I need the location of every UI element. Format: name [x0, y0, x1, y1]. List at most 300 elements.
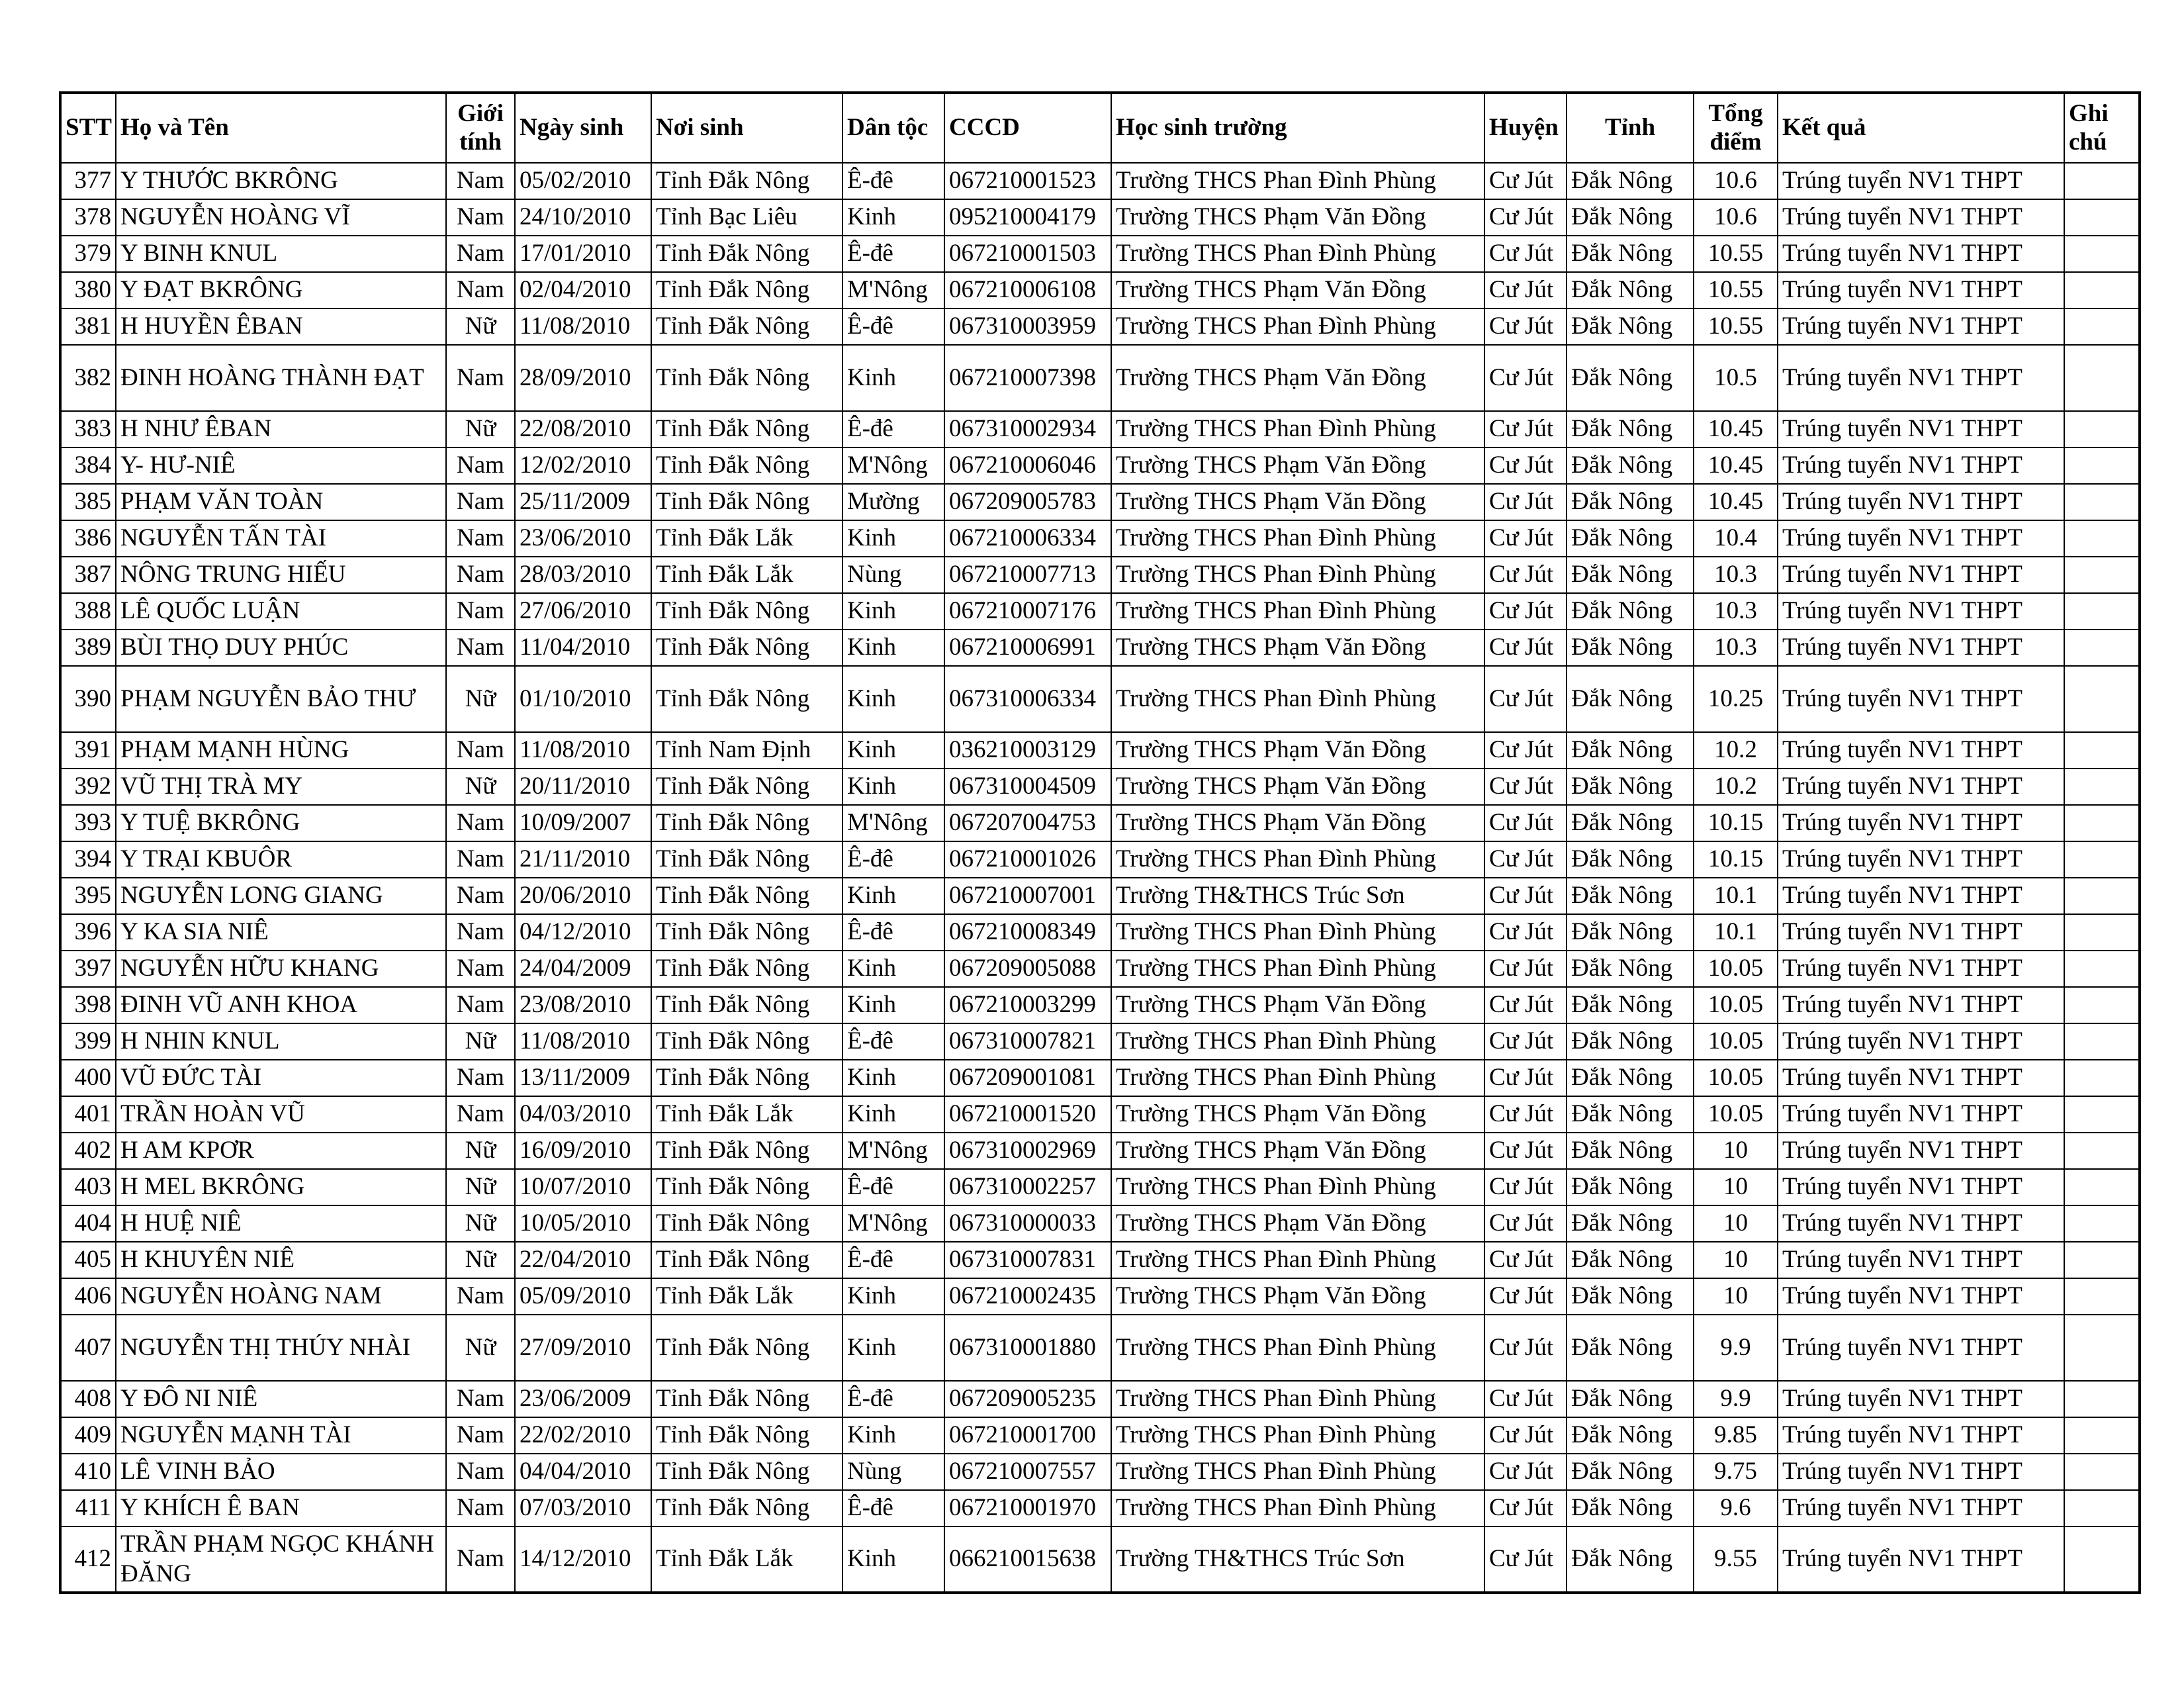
cell-cccd: 067207004753	[944, 805, 1111, 841]
cell-province: Đắk Nông	[1567, 1417, 1694, 1454]
cell-birthplace: Tỉnh Đắk Nông	[651, 1315, 842, 1381]
cell-province: Đắk Nông	[1567, 914, 1694, 951]
cell-total: 10.2	[1694, 769, 1778, 805]
cell-total: 10.45	[1694, 447, 1778, 484]
cell-note	[2064, 732, 2140, 769]
cell-dob: 11/04/2010	[515, 630, 651, 666]
cell-note	[2064, 1096, 2140, 1133]
cell-district: Cư Jút	[1484, 484, 1567, 520]
cell-birthplace: Tỉnh Đắk Nông	[651, 841, 842, 878]
header-ethnicity: Dân tộc	[842, 93, 944, 163]
cell-name: Y THƯỚC BKRÔNG	[116, 163, 446, 199]
cell-cccd: 067210008349	[944, 914, 1111, 951]
cell-school: Trường THCS Phan Đình Phùng	[1111, 520, 1484, 557]
cell-district: Cư Jút	[1484, 1096, 1567, 1133]
cell-name: VŨ THỊ TRÀ MY	[116, 769, 446, 805]
cell-result: Trúng tuyển NV1 THPT	[1778, 236, 2064, 272]
cell-dob: 20/06/2010	[515, 878, 651, 914]
cell-dob: 11/08/2010	[515, 732, 651, 769]
header-dob: Ngày sinh	[515, 93, 651, 163]
cell-name: Y KA SIA NIÊ	[116, 914, 446, 951]
cell-cccd: 067210007001	[944, 878, 1111, 914]
cell-district: Cư Jút	[1484, 1490, 1567, 1526]
table-row	[60, 1417, 2140, 1454]
cell-note	[2064, 411, 2140, 447]
cell-ethnicity: Kinh	[842, 1096, 944, 1133]
results-table	[59, 91, 2141, 1594]
table-row	[60, 666, 2140, 732]
cell-school: Trường THCS Phạm Văn Đồng	[1111, 805, 1484, 841]
cell-gender: Nữ	[446, 1133, 515, 1169]
cell-birthplace: Tỉnh Đắk Nông	[651, 1490, 842, 1526]
cell-stt: 392	[60, 769, 116, 805]
cell-gender: Nam	[446, 1526, 515, 1593]
cell-note	[2064, 1242, 2140, 1278]
cell-gender: Nữ	[446, 1023, 515, 1060]
cell-result: Trúng tuyển NV1 THPT	[1778, 1526, 2064, 1593]
cell-cccd: 067210006046	[944, 447, 1111, 484]
cell-birthplace: Tỉnh Bạc Liêu	[651, 199, 842, 236]
cell-district: Cư Jút	[1484, 878, 1567, 914]
cell-cccd: 066210015638	[944, 1526, 1111, 1593]
cell-name: Y TRẠI KBUÔR	[116, 841, 446, 878]
cell-cccd: 067210007398	[944, 345, 1111, 411]
cell-cccd: 067310007831	[944, 1242, 1111, 1278]
cell-total: 10.6	[1694, 199, 1778, 236]
cell-province: Đắk Nông	[1567, 236, 1694, 272]
cell-stt: 408	[60, 1381, 116, 1417]
cell-total: 9.6	[1694, 1490, 1778, 1526]
cell-name: PHẠM MẠNH HÙNG	[116, 732, 446, 769]
cell-stt: 402	[60, 1133, 116, 1169]
cell-gender: Nam	[446, 805, 515, 841]
cell-cccd: 067310002969	[944, 1133, 1111, 1169]
cell-ethnicity: Ê-đê	[842, 1490, 944, 1526]
cell-district: Cư Jút	[1484, 308, 1567, 345]
cell-birthplace: Tỉnh Đắk Nông	[651, 447, 842, 484]
cell-result: Trúng tuyển NV1 THPT	[1778, 199, 2064, 236]
cell-total: 10.55	[1694, 236, 1778, 272]
cell-birthplace: Tỉnh Đắk Nông	[651, 1242, 842, 1278]
cell-birthplace: Tỉnh Đắk Nông	[651, 272, 842, 308]
cell-ethnicity: Ê-đê	[842, 1023, 944, 1060]
cell-name: NGUYỄN LONG GIANG	[116, 878, 446, 914]
cell-birthplace: Tỉnh Đắk Nông	[651, 987, 842, 1023]
cell-stt: 404	[60, 1205, 116, 1242]
cell-cccd: 067310000033	[944, 1205, 1111, 1242]
cell-name: VŨ ĐỨC TÀI	[116, 1060, 446, 1096]
table-row	[60, 769, 2140, 805]
cell-cccd: 067210001503	[944, 236, 1111, 272]
cell-gender: Nam	[446, 557, 515, 593]
cell-school: Trường THCS Phan Đình Phùng	[1111, 841, 1484, 878]
cell-school: Trường THCS Phan Đình Phùng	[1111, 914, 1484, 951]
cell-province: Đắk Nông	[1567, 308, 1694, 345]
cell-birthplace: Tỉnh Đắk Nông	[651, 484, 842, 520]
cell-total: 10.05	[1694, 1096, 1778, 1133]
cell-total: 10.05	[1694, 1060, 1778, 1096]
cell-province: Đắk Nông	[1567, 1060, 1694, 1096]
cell-province: Đắk Nông	[1567, 841, 1694, 878]
cell-name: Y- HƯ-NIÊ	[116, 447, 446, 484]
cell-total: 9.85	[1694, 1417, 1778, 1454]
cell-cccd: 067209005235	[944, 1381, 1111, 1417]
cell-school: Trường THCS Phạm Văn Đồng	[1111, 630, 1484, 666]
cell-stt: 406	[60, 1278, 116, 1315]
cell-total: 10.55	[1694, 272, 1778, 308]
cell-school: Trường THCS Phạm Văn Đồng	[1111, 1205, 1484, 1242]
cell-district: Cư Jút	[1484, 1417, 1567, 1454]
cell-total: 10	[1694, 1205, 1778, 1242]
cell-result: Trúng tuyển NV1 THPT	[1778, 1242, 2064, 1278]
cell-cccd: 067210001970	[944, 1490, 1111, 1526]
cell-total: 10.05	[1694, 951, 1778, 987]
cell-total: 10.15	[1694, 841, 1778, 878]
cell-stt: 403	[60, 1169, 116, 1205]
cell-stt: 407	[60, 1315, 116, 1381]
cell-note	[2064, 236, 2140, 272]
cell-result: Trúng tuyển NV1 THPT	[1778, 1133, 2064, 1169]
cell-cccd: 067210007713	[944, 557, 1111, 593]
header-birthplace: Nơi sinh	[651, 93, 842, 163]
cell-gender: Nam	[446, 914, 515, 951]
cell-dob: 12/02/2010	[515, 447, 651, 484]
cell-result: Trúng tuyển NV1 THPT	[1778, 1205, 2064, 1242]
cell-stt: 393	[60, 805, 116, 841]
header-note: Ghi chú	[2064, 93, 2140, 163]
cell-name: ĐINH VŨ ANH KHOA	[116, 987, 446, 1023]
cell-gender: Nam	[446, 593, 515, 630]
cell-ethnicity: Ê-đê	[842, 914, 944, 951]
header-province: Tỉnh	[1567, 93, 1694, 163]
cell-stt: 411	[60, 1490, 116, 1526]
cell-result: Trúng tuyển NV1 THPT	[1778, 1417, 2064, 1454]
cell-birthplace: Tỉnh Nam Định	[651, 732, 842, 769]
cell-gender: Nam	[446, 447, 515, 484]
cell-name: Y ĐẠT BKRÔNG	[116, 272, 446, 308]
cell-dob: 10/07/2010	[515, 1169, 651, 1205]
cell-district: Cư Jút	[1484, 1315, 1567, 1381]
cell-total: 9.9	[1694, 1315, 1778, 1381]
cell-birthplace: Tỉnh Đắk Nông	[651, 1381, 842, 1417]
cell-stt: 389	[60, 630, 116, 666]
cell-ethnicity: M'Nông	[842, 272, 944, 308]
cell-gender: Nữ	[446, 769, 515, 805]
cell-dob: 23/08/2010	[515, 987, 651, 1023]
cell-cccd: 067210006991	[944, 630, 1111, 666]
cell-birthplace: Tỉnh Đắk Nông	[651, 163, 842, 199]
cell-note	[2064, 557, 2140, 593]
cell-dob: 10/09/2007	[515, 805, 651, 841]
cell-ethnicity: Ê-đê	[842, 236, 944, 272]
cell-stt: 395	[60, 878, 116, 914]
cell-birthplace: Tỉnh Đắk Nông	[651, 1133, 842, 1169]
cell-province: Đắk Nông	[1567, 1205, 1694, 1242]
cell-district: Cư Jút	[1484, 769, 1567, 805]
cell-ethnicity: Kinh	[842, 1060, 944, 1096]
table-row	[60, 1490, 2140, 1526]
cell-province: Đắk Nông	[1567, 769, 1694, 805]
table-row	[60, 1205, 2140, 1242]
cell-result: Trúng tuyển NV1 THPT	[1778, 878, 2064, 914]
cell-cccd: 067310006334	[944, 666, 1111, 732]
cell-province: Đắk Nông	[1567, 1023, 1694, 1060]
cell-result: Trúng tuyển NV1 THPT	[1778, 1023, 2064, 1060]
cell-total: 10	[1694, 1169, 1778, 1205]
cell-dob: 22/08/2010	[515, 411, 651, 447]
cell-cccd: 067210007176	[944, 593, 1111, 630]
cell-province: Đắk Nông	[1567, 557, 1694, 593]
cell-total: 10.3	[1694, 557, 1778, 593]
table-row	[60, 236, 2140, 272]
cell-ethnicity: Kinh	[842, 1526, 944, 1593]
cell-ethnicity: Ê-đê	[842, 411, 944, 447]
cell-name: NGUYỄN HOÀNG VĨ	[116, 199, 446, 236]
cell-gender: Nam	[446, 1490, 515, 1526]
cell-name: NGUYỄN HỮU KHANG	[116, 951, 446, 987]
cell-birthplace: Tỉnh Đắk Nông	[651, 1023, 842, 1060]
cell-name: Y ĐÔ NI NIÊ	[116, 1381, 446, 1417]
cell-school: Trường THCS Phạm Văn Đồng	[1111, 732, 1484, 769]
cell-total: 10	[1694, 1133, 1778, 1169]
cell-district: Cư Jút	[1484, 593, 1567, 630]
cell-gender: Nam	[446, 1381, 515, 1417]
cell-ethnicity: Ê-đê	[842, 1169, 944, 1205]
cell-dob: 04/04/2010	[515, 1454, 651, 1490]
cell-ethnicity: M'Nông	[842, 447, 944, 484]
cell-dob: 27/06/2010	[515, 593, 651, 630]
header-result: Kết quả	[1778, 93, 2064, 163]
cell-district: Cư Jút	[1484, 1133, 1567, 1169]
cell-ethnicity: Mường	[842, 484, 944, 520]
cell-province: Đắk Nông	[1567, 411, 1694, 447]
cell-district: Cư Jút	[1484, 951, 1567, 987]
table-row	[60, 1381, 2140, 1417]
cell-ethnicity: Kinh	[842, 987, 944, 1023]
cell-province: Đắk Nông	[1567, 447, 1694, 484]
cell-cccd: 067310004509	[944, 769, 1111, 805]
cell-province: Đắk Nông	[1567, 163, 1694, 199]
cell-name: Y BINH KNUL	[116, 236, 446, 272]
cell-ethnicity: Kinh	[842, 1417, 944, 1454]
cell-note	[2064, 447, 2140, 484]
cell-cccd: 067210002435	[944, 1278, 1111, 1315]
cell-school: Trường THCS Phan Đình Phùng	[1111, 1381, 1484, 1417]
cell-district: Cư Jút	[1484, 1060, 1567, 1096]
cell-province: Đắk Nông	[1567, 1381, 1694, 1417]
cell-name: LÊ QUỐC LUẬN	[116, 593, 446, 630]
cell-note	[2064, 1133, 2140, 1169]
cell-dob: 04/12/2010	[515, 914, 651, 951]
cell-name: ĐINH HOÀNG THÀNH ĐẠT	[116, 345, 446, 411]
cell-gender: Nam	[446, 199, 515, 236]
cell-total: 10.4	[1694, 520, 1778, 557]
cell-province: Đắk Nông	[1567, 805, 1694, 841]
cell-province: Đắk Nông	[1567, 345, 1694, 411]
cell-result: Trúng tuyển NV1 THPT	[1778, 630, 2064, 666]
cell-result: Trúng tuyển NV1 THPT	[1778, 272, 2064, 308]
cell-gender: Nam	[446, 272, 515, 308]
cell-district: Cư Jút	[1484, 805, 1567, 841]
cell-province: Đắk Nông	[1567, 1278, 1694, 1315]
cell-ethnicity: Kinh	[842, 666, 944, 732]
cell-dob: 10/05/2010	[515, 1205, 651, 1242]
table-row	[60, 1454, 2140, 1490]
cell-birthplace: Tỉnh Đắk Nông	[651, 411, 842, 447]
cell-ethnicity: Kinh	[842, 769, 944, 805]
cell-district: Cư Jút	[1484, 272, 1567, 308]
cell-school: Trường THCS Phạm Văn Đồng	[1111, 1133, 1484, 1169]
cell-result: Trúng tuyển NV1 THPT	[1778, 411, 2064, 447]
cell-result: Trúng tuyển NV1 THPT	[1778, 1315, 2064, 1381]
cell-dob: 24/04/2009	[515, 951, 651, 987]
cell-dob: 20/11/2010	[515, 769, 651, 805]
cell-cccd: 095210004179	[944, 199, 1111, 236]
cell-ethnicity: Kinh	[842, 345, 944, 411]
cell-dob: 24/10/2010	[515, 199, 651, 236]
cell-district: Cư Jút	[1484, 1169, 1567, 1205]
cell-ethnicity: Kinh	[842, 1315, 944, 1381]
table-row	[60, 447, 2140, 484]
cell-district: Cư Jút	[1484, 1023, 1567, 1060]
cell-dob: 01/10/2010	[515, 666, 651, 732]
cell-birthplace: Tỉnh Đắk Nông	[651, 1454, 842, 1490]
cell-district: Cư Jút	[1484, 199, 1567, 236]
cell-birthplace: Tỉnh Đắk Nông	[651, 878, 842, 914]
table-row	[60, 1023, 2140, 1060]
cell-dob: 25/11/2009	[515, 484, 651, 520]
cell-result: Trúng tuyển NV1 THPT	[1778, 308, 2064, 345]
table-row	[60, 1526, 2140, 1593]
cell-school: Trường THCS Phạm Văn Đồng	[1111, 769, 1484, 805]
cell-cccd: 067310001880	[944, 1315, 1111, 1381]
cell-school: Trường THCS Phạm Văn Đồng	[1111, 987, 1484, 1023]
cell-gender: Nam	[446, 236, 515, 272]
header-gender: Giới tính	[446, 93, 515, 163]
cell-school: Trường THCS Phạm Văn Đồng	[1111, 1278, 1484, 1315]
table-row	[60, 557, 2140, 593]
cell-birthplace: Tỉnh Đắk Nông	[651, 666, 842, 732]
cell-gender: Nữ	[446, 411, 515, 447]
cell-total: 10.1	[1694, 878, 1778, 914]
cell-district: Cư Jút	[1484, 1205, 1567, 1242]
cell-ethnicity: Kinh	[842, 878, 944, 914]
cell-name: TRẦN PHẠM NGỌC KHÁNH ĐĂNG	[116, 1526, 446, 1593]
cell-result: Trúng tuyển NV1 THPT	[1778, 987, 2064, 1023]
cell-result: Trúng tuyển NV1 THPT	[1778, 666, 2064, 732]
cell-gender: Nữ	[446, 1242, 515, 1278]
cell-school: Trường TH&THCS Trúc Sơn	[1111, 1526, 1484, 1593]
table-row	[60, 1133, 2140, 1169]
table-row	[60, 987, 2140, 1023]
cell-ethnicity: Ê-đê	[842, 1381, 944, 1417]
cell-total: 10.05	[1694, 1023, 1778, 1060]
cell-stt: 382	[60, 345, 116, 411]
cell-total: 10	[1694, 1278, 1778, 1315]
header-district: Huyện	[1484, 93, 1567, 163]
table-body	[60, 163, 2140, 1593]
cell-gender: Nam	[446, 345, 515, 411]
table-row	[60, 1242, 2140, 1278]
cell-province: Đắk Nông	[1567, 1454, 1694, 1490]
cell-name: PHẠM NGUYỄN BẢO THƯ	[116, 666, 446, 732]
cell-note	[2064, 308, 2140, 345]
cell-birthplace: Tỉnh Đắk Nông	[651, 308, 842, 345]
cell-stt: 381	[60, 308, 116, 345]
cell-province: Đắk Nông	[1567, 987, 1694, 1023]
cell-gender: Nữ	[446, 666, 515, 732]
cell-district: Cư Jút	[1484, 1381, 1567, 1417]
cell-birthplace: Tỉnh Đắk Nông	[651, 1169, 842, 1205]
cell-province: Đắk Nông	[1567, 1242, 1694, 1278]
cell-name: H MEL BKRÔNG	[116, 1169, 446, 1205]
cell-gender: Nam	[446, 520, 515, 557]
cell-total: 10.45	[1694, 484, 1778, 520]
cell-dob: 22/04/2010	[515, 1242, 651, 1278]
cell-ethnicity: M'Nông	[842, 1133, 944, 1169]
cell-stt: 386	[60, 520, 116, 557]
cell-birthplace: Tỉnh Đắk Nông	[651, 630, 842, 666]
cell-province: Đắk Nông	[1567, 878, 1694, 914]
cell-birthplace: Tỉnh Đắk Nông	[651, 1060, 842, 1096]
cell-gender: Nam	[446, 951, 515, 987]
cell-province: Đắk Nông	[1567, 1133, 1694, 1169]
cell-province: Đắk Nông	[1567, 520, 1694, 557]
cell-gender: Nam	[446, 630, 515, 666]
cell-note	[2064, 1169, 2140, 1205]
header-total: Tổng điểm	[1694, 93, 1778, 163]
cell-dob: 23/06/2009	[515, 1381, 651, 1417]
cell-stt: 388	[60, 593, 116, 630]
header-cccd: CCCD	[944, 93, 1111, 163]
cell-note	[2064, 1278, 2140, 1315]
cell-result: Trúng tuyển NV1 THPT	[1778, 447, 2064, 484]
cell-stt: 399	[60, 1023, 116, 1060]
header-school: Học sinh trường	[1111, 93, 1484, 163]
table-row	[60, 951, 2140, 987]
cell-province: Đắk Nông	[1567, 1315, 1694, 1381]
cell-result: Trúng tuyển NV1 THPT	[1778, 1490, 2064, 1526]
cell-province: Đắk Nông	[1567, 199, 1694, 236]
cell-school: Trường THCS Phan Đình Phùng	[1111, 236, 1484, 272]
cell-district: Cư Jút	[1484, 1278, 1567, 1315]
cell-result: Trúng tuyển NV1 THPT	[1778, 593, 2064, 630]
cell-district: Cư Jút	[1484, 914, 1567, 951]
table-row	[60, 411, 2140, 447]
cell-dob: 17/01/2010	[515, 236, 651, 272]
cell-dob: 05/09/2010	[515, 1278, 651, 1315]
cell-note	[2064, 878, 2140, 914]
cell-gender: Nữ	[446, 308, 515, 345]
cell-stt: 410	[60, 1454, 116, 1490]
cell-stt: 405	[60, 1242, 116, 1278]
cell-province: Đắk Nông	[1567, 732, 1694, 769]
table-row	[60, 345, 2140, 411]
cell-stt: 379	[60, 236, 116, 272]
cell-gender: Nữ	[446, 1169, 515, 1205]
cell-dob: 23/06/2010	[515, 520, 651, 557]
cell-stt: 401	[60, 1096, 116, 1133]
cell-district: Cư Jút	[1484, 557, 1567, 593]
cell-stt: 394	[60, 841, 116, 878]
cell-note	[2064, 163, 2140, 199]
cell-result: Trúng tuyển NV1 THPT	[1778, 914, 2064, 951]
cell-total: 9.75	[1694, 1454, 1778, 1490]
cell-birthplace: Tỉnh Đắk Lắk	[651, 1096, 842, 1133]
cell-dob: 22/02/2010	[515, 1417, 651, 1454]
cell-ethnicity: M'Nông	[842, 1205, 944, 1242]
cell-cccd: 067210001700	[944, 1417, 1111, 1454]
